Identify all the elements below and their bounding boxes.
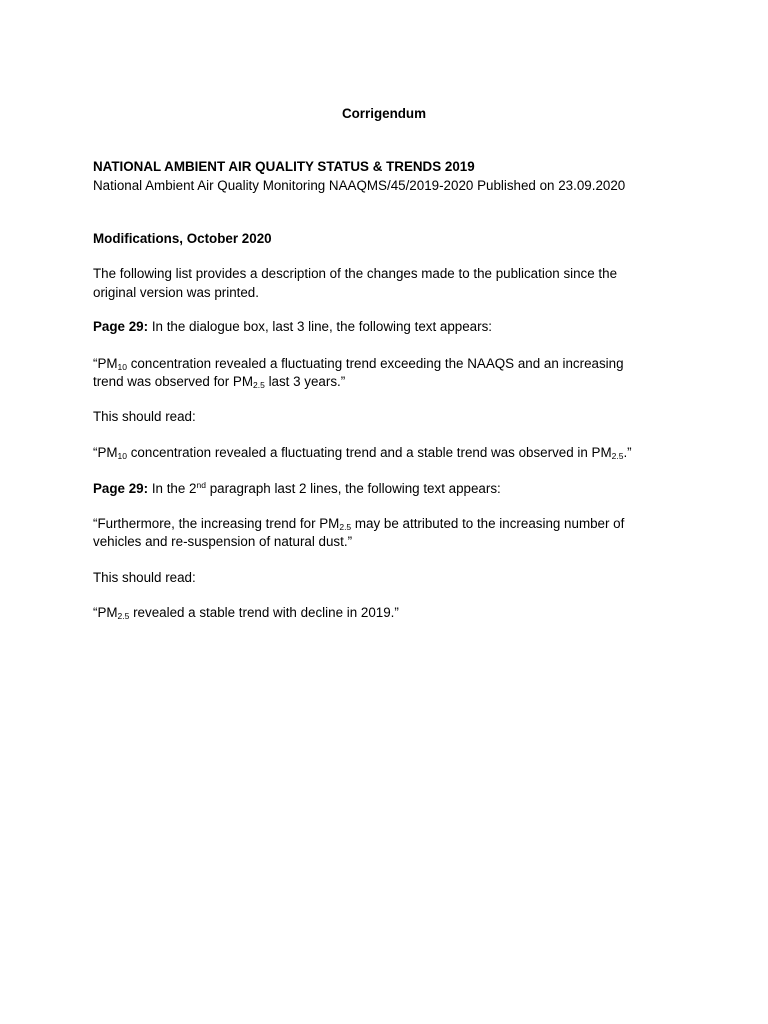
subscript: 2.5 bbox=[253, 380, 265, 390]
correction-1-original-line-2 bbox=[93, 373, 693, 392]
quote-text: concentration revealed a fluctuating trend exceeding the NAAQS and an increasing bbox=[127, 356, 624, 371]
quote-text: “PM bbox=[93, 356, 118, 371]
quote-text: “PM bbox=[93, 445, 118, 460]
quote-text: concentration revealed a fluctuating trend and a stable trend was observed in PM bbox=[127, 445, 612, 460]
subscript: 10 bbox=[117, 362, 128, 372]
subscript: 2.5 bbox=[339, 522, 352, 532]
correction-1-should-read: This should read: bbox=[93, 409, 196, 424]
quote-text: revealed a stable trend with decline in 2019.” bbox=[129, 605, 399, 620]
correction-2-corrected bbox=[93, 604, 693, 623]
quote-text: trend was observed for PM bbox=[93, 374, 254, 389]
quote-text: “Furthermore, the increasing trend for PM bbox=[93, 516, 340, 531]
quote-text: last 3 years.” bbox=[264, 374, 346, 389]
subscript: 10 bbox=[117, 451, 128, 461]
intro-line-1: The following list provides a description of the changes made to the publication since the bbox=[93, 266, 618, 281]
subscript: 2.5 bbox=[611, 451, 624, 461]
correction-2-original-line-2: vehicles and re-suspension of natural dust.” bbox=[93, 534, 353, 549]
quote-text: .” bbox=[623, 445, 632, 460]
correction-1-location-text: In the dialogue box, last 3 line, the following text appears: bbox=[148, 319, 493, 334]
document-title: Corrigendum bbox=[341, 106, 427, 121]
correction-2-original-line-1 bbox=[93, 515, 693, 534]
correction-1-original-line-1 bbox=[93, 355, 693, 374]
location-text: paragraph last 2 lines, the following text appears: bbox=[205, 481, 501, 496]
quote-text: “PM bbox=[93, 605, 118, 620]
superscript: nd bbox=[196, 480, 206, 490]
correction-1-corrected bbox=[93, 444, 693, 463]
correction-2-page-label: Page 29: bbox=[93, 481, 149, 496]
location-text: In the 2 bbox=[148, 481, 197, 496]
correction-2-should-read: This should read: bbox=[93, 570, 196, 585]
intro-line-2: original version was printed. bbox=[93, 285, 259, 300]
quote-text: may be attributed to the increasing number of bbox=[351, 516, 625, 531]
correction-2-location bbox=[93, 480, 693, 499]
modifications-heading: Modifications, October 2020 bbox=[93, 231, 272, 246]
report-subtitle: National Ambient Air Quality Monitoring NAAQMS/45/2019-2020 Published on 23.09.2020 bbox=[93, 178, 626, 193]
subscript: 2.5 bbox=[117, 611, 130, 621]
correction-1-page-label: Page 29: bbox=[93, 319, 149, 334]
correction-1-location bbox=[93, 318, 693, 337]
report-title: NATIONAL AMBIENT AIR QUALITY STATUS & TRENDS 2019 bbox=[93, 159, 475, 174]
